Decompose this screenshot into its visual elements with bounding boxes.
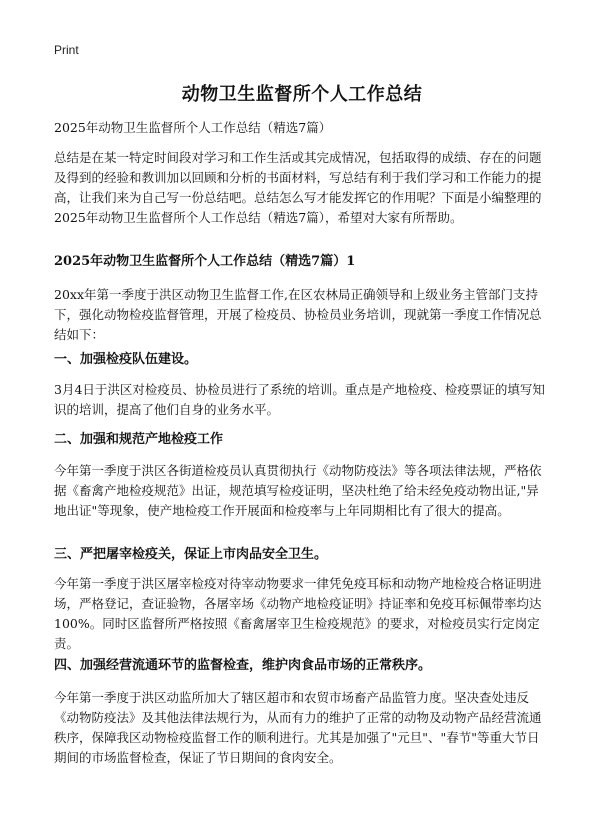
section-body-2: 今年第一季度于洪区各街道检疫员认真贯彻执行《动物防疫法》等各项法律法规，严格依据《畜禽产地检疫规范》出证，规范填写检疫证明，坚决杜绝了给未经免疫动物出证,"异地出证"等现象，使产地检疫工作开展面和检疫率与上年同期相比有了很大的提高。 xyxy=(54,463,542,518)
document-title: 动物卫生监督所个人工作总结 xyxy=(181,84,423,105)
intro-paragraph: 总结是在某一特定时间段对学习和工作生活或其完成情况，包括取得的成绩、存在的问题及得到的经验和教训加以回顾和分析的书面材料，写总结有利于我们学习和工作能力的提高，让我们来为自己写一份总结吧。总结怎么写才能发挥它的作用呢？下面是小编整理的2025年动物卫生监督所个人工作总结（精选7篇），希望对大家有所帮助。 xyxy=(54,150,542,225)
section-heading-4: 四、加强经营流通环节的监督检查，维护肉食品市场的正常秩序。 xyxy=(54,658,432,673)
opening-paragraph: 20xx年第一季度于洪区动物卫生监督工作,在区农林局正确领导和上级业务主管部门支持下，强化动物检疫监督管理，开展了检疫员、协检员业务培训，现就第一季度工作情况总结如下： xyxy=(54,287,542,342)
section-heading-3: 三、严把屠宰检疫关，保证上市肉品安全卫生。 xyxy=(54,547,328,562)
section-body-3: 今年第一季度于洪区屠宰检疫对待宰动物要求一律凭免疫耳标和动物产地检疫合格证明进场，严格登记，查证验物，各屠宰场《动物产地检疫证明》持证率和免疫耳标佩带率均达100%。同时区监督所严格按照《畜禽屠宰卫生检疫规范》的要求，对检疫员实行定岗定责。 xyxy=(54,576,542,651)
article-heading: 2025年动物卫生监督所个人工作总结（精选7篇）1 xyxy=(54,254,356,269)
section-heading-2: 二、加强和规范产地检疫工作 xyxy=(54,432,224,447)
document-subtitle: 2025年动物卫生监督所个人工作总结（精选7篇） xyxy=(54,120,332,135)
section-body-1: 3月4日于洪区对检疫员、协检员进行了系统的培训。重点是产地检疫、检疫票证的填写知识的培训，提高了他们自身的业务水平。 xyxy=(54,382,545,417)
section-heading-1: 一、加强检疫队伍建设。 xyxy=(54,352,198,367)
section-body-4: 今年第一季度于洪区动监所加大了辖区超市和农贸市场畜产品监管力度。坚决查处违反《动物防疫法》及其他法律法规行为，从而有力的维护了正常的动物及动物产品经营流通秩序，保障我区动物检疫监督工作的顺利进行。尤其是加强了"元旦"、"春节"等重大节日期间的市场监督检查，保证了节日期间的食肉安全。 xyxy=(54,690,542,765)
print-link[interactable]: Print xyxy=(54,43,79,57)
